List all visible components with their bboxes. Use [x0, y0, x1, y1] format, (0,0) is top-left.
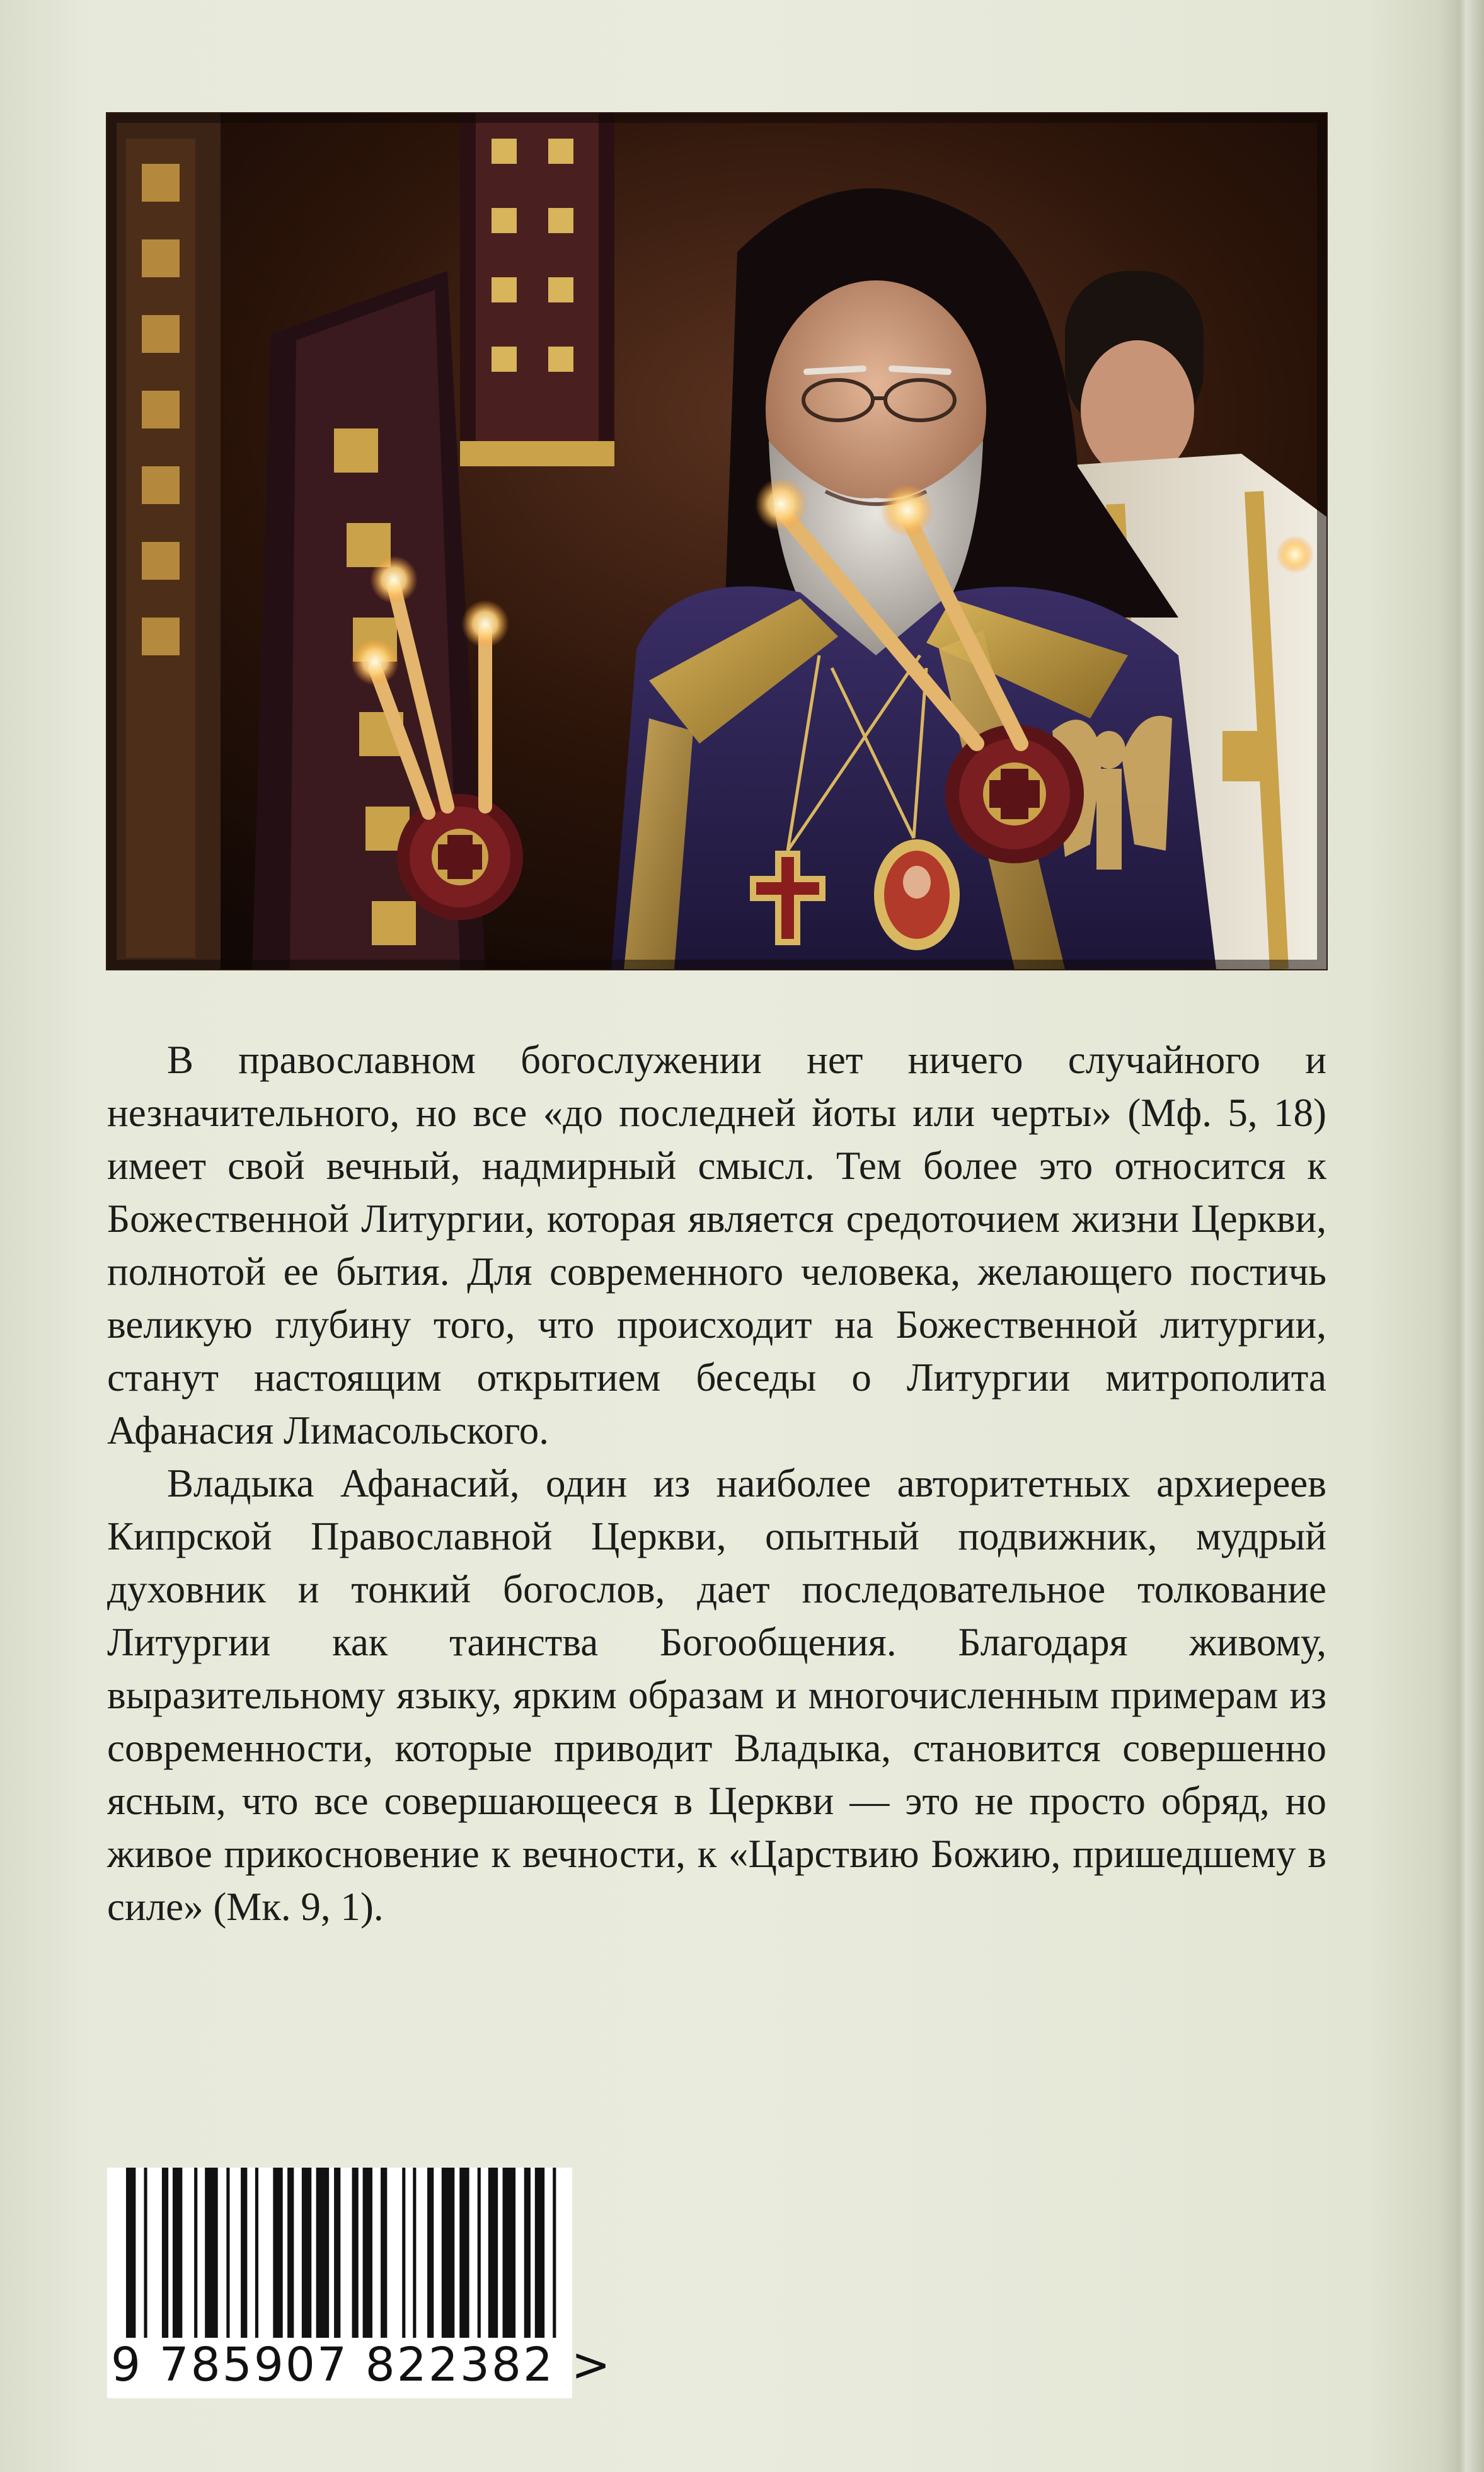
isbn-barcode — [107, 2168, 613, 2398]
barcode-bar — [442, 2168, 454, 2338]
barcode-bar — [173, 2168, 182, 2338]
barcode-bar — [126, 2168, 135, 2338]
barcode-bar — [194, 2168, 197, 2338]
barcode-bar — [488, 2168, 498, 2338]
barcode-bar — [413, 2168, 416, 2338]
barcode-bars-icon — [126, 2168, 567, 2338]
barcode-bar — [553, 2168, 556, 2338]
barcode-bar — [144, 2168, 147, 2338]
annotation-text — [107, 1033, 1326, 1933]
paragraph-1: В православном богослужении нет ничего случайного и незначительного, но все «до последней йоты или черты» (Мф. 5, 18) имеет свой вечный, надмирный смысл. Тем более это относится к Божественной Литургии, которая является средоточием жизни Церкви, полнотой ее бытия. Для современного человека, желающего постичь великую глубину того, что происходит на Божественной литургии, станут настоящим открытием беседы о Литургии митрополита Афанасия Лимасольского. — [107, 1038, 1326, 1452]
paragraph-2: Владыка Афанасий, один из наиболее авторитетных архиереев Кипрской Православной Церкви, опытный подвижник, мудрый духовник и тонкий богослов, дает последовательное толкование Литургии как таинства Богообщения. Благодаря живому, выразительному языку, ярким образам и многочисленным примерам из современности, которые приводит Владыка, становится совершенно ясным, что все совершающееся в Церкви — это не просто обряд, но живое прикосновение к вечности, к «Царствию Божию, пришедшему в силе» (Мк. 9, 1). — [107, 1461, 1326, 1929]
barcode-bar — [478, 2168, 481, 2338]
barcode-bar — [535, 2168, 544, 2338]
barcode-bar — [524, 2168, 531, 2338]
barcode-bar — [226, 2168, 229, 2338]
barcode-bar — [255, 2168, 258, 2338]
barcode-bar — [427, 2168, 434, 2338]
barcode-bar — [334, 2168, 340, 2338]
barcode-bar — [316, 2168, 329, 2338]
barcode-bar — [302, 2168, 311, 2338]
liturgy-photo-icon — [107, 113, 1326, 969]
barcode-bar — [503, 2168, 515, 2338]
barcode-bar — [459, 2168, 469, 2338]
barcode-bar — [402, 2168, 405, 2338]
barcode-bar — [287, 2168, 294, 2338]
barcode-bar — [363, 2168, 372, 2338]
spine-edge — [1440, 0, 1484, 2472]
barcode-bar — [352, 2168, 359, 2338]
barcode-bar — [273, 2168, 282, 2338]
barcode-bar — [162, 2168, 168, 2338]
barcode-digits: 9 785907 822382 > — [111, 2338, 613, 2392]
barcode-bar — [381, 2168, 387, 2338]
barcode-bar — [205, 2168, 217, 2338]
cover-photo — [107, 113, 1326, 969]
barcode-bar — [241, 2168, 247, 2338]
